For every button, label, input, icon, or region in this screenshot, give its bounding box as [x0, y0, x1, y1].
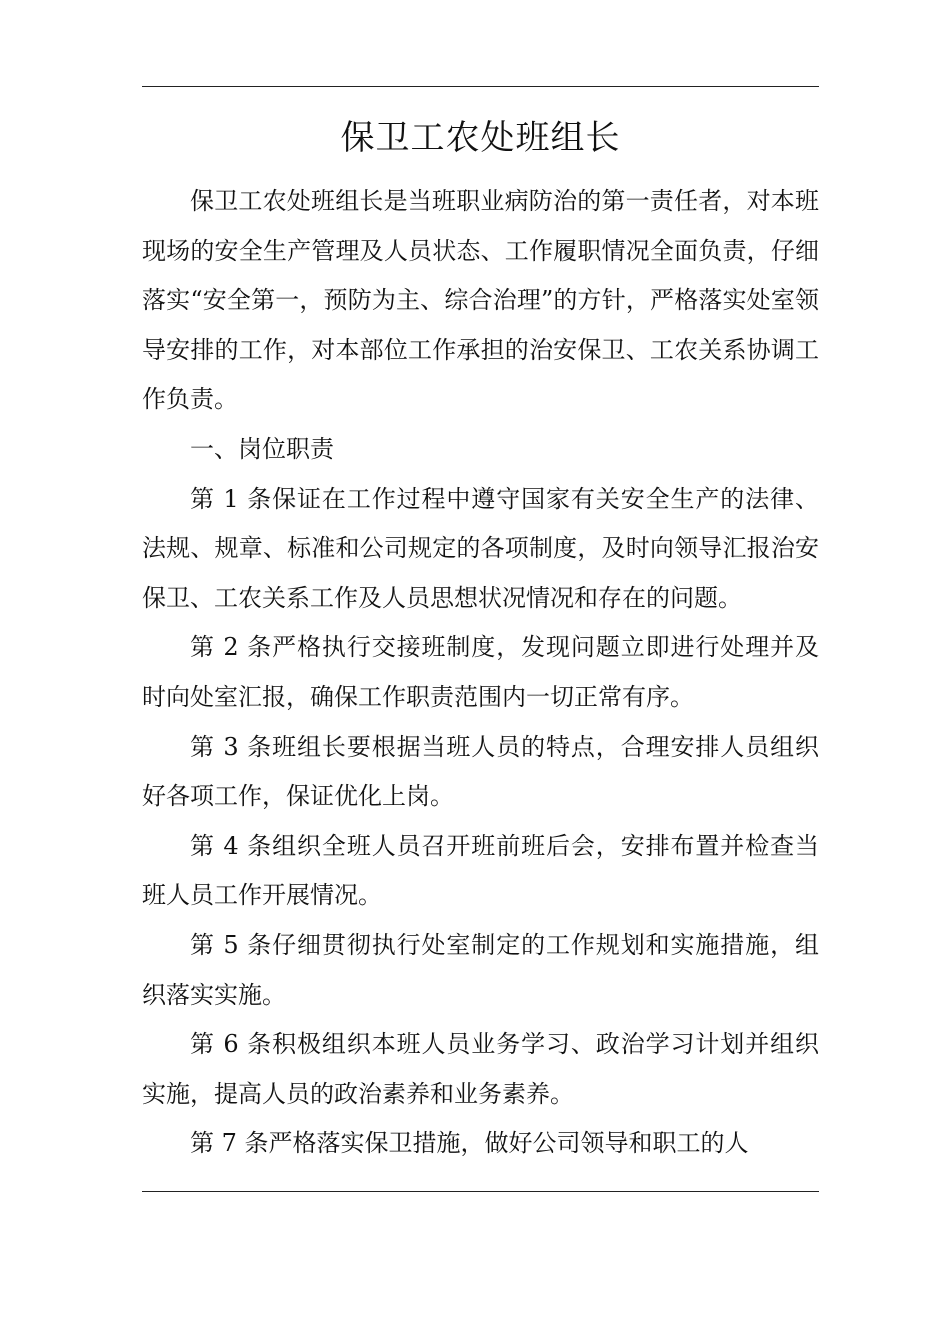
- article-paragraph: 第 4 条组织全班人员召开班前班后会，安排布置并检查当班人员工作开展情况。: [142, 831, 819, 910]
- article-paragraph: 第 3 条班组长要根据当班人员的特点，合理安排人员组织好各项工作，保证优化上岗。: [142, 732, 819, 811]
- article-paragraph: 第 5 条仔细贯彻执行处室制定的工作规划和实施措施，组织落实实施。: [142, 930, 819, 1009]
- header-rule: [142, 86, 819, 87]
- section-heading: 一、岗位职责: [190, 434, 334, 463]
- article-paragraph: 第 2 条严格执行交接班制度，发现问题立即进行处理并及时向处室汇报，确保工作职责范围内一切正常有序。: [142, 633, 819, 711]
- document-body: [142, 177, 819, 1169]
- article-paragraph: 第 6 条积极组织本班人员业务学习、政治学习计划并组织实施，提高人员的政治素养和业务素养。: [142, 1030, 819, 1108]
- article-paragraph: 第 1 条保证在工作过程中遵守国家有关安全生产的法律、法规、规章、标准和公司规定的各项制度，及时向领导汇报治安保卫、工农关系工作及人员思想状况情况和存在的问题。: [142, 484, 819, 612]
- article-paragraph: 第 7 条严格落实保卫措施，做好公司领导和职工的人: [190, 1129, 749, 1158]
- intro-paragraph: 保卫工农处班组长是当班职业病防治的第一责任者，对本班现场的安全生产管理及人员状态、工作履职情况全面负责，仔细落实“安全第一，预防为主、综合治理”的方针，严格落实处室领导安排的工作，对本部位工作承担的治安保卫、工农关系协调工作负责。: [142, 187, 819, 414]
- document-title: 保卫工农处班组长: [340, 118, 621, 158]
- footer-rule: [142, 1191, 819, 1192]
